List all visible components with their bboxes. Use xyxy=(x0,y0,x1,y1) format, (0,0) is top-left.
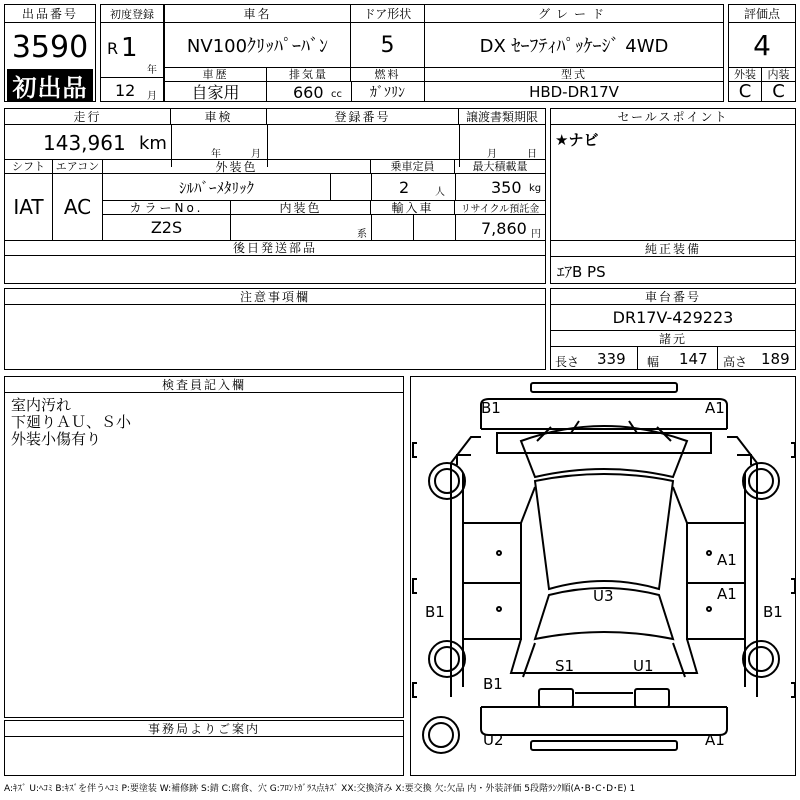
exterior-color-label: 外装色 xyxy=(103,159,371,174)
transfer-month-unit: 月 xyxy=(487,149,497,160)
lot-number-box xyxy=(4,4,96,102)
era: R xyxy=(107,39,119,58)
mileage: 143,961 xyxy=(43,131,126,155)
registration-year: 1 xyxy=(121,33,138,63)
damage-mark-front-left: B1 xyxy=(481,399,501,417)
first-listing-badge: 初出品 xyxy=(7,69,93,101)
exterior-label: 外装 xyxy=(729,67,762,82)
caution-label: 注意事項欄 xyxy=(5,289,545,305)
sales-point-box xyxy=(550,108,796,242)
damage-mark-right-door-1: A1 xyxy=(717,551,737,569)
chassis-number-label: 車台番号 xyxy=(551,289,795,305)
import-label: 輸入車 xyxy=(371,200,455,215)
max-load: 350 xyxy=(491,178,522,197)
capacity: 2 xyxy=(399,178,410,197)
max-load-label: 最大積載量 xyxy=(455,159,545,174)
interior-label: 内装 xyxy=(762,67,795,82)
chassis-box xyxy=(550,288,796,370)
sales-point: ★ナビ xyxy=(555,131,599,149)
transfer-deadline-label: 譲渡書類期限 xyxy=(459,109,545,125)
door-type-label: ドア形状 xyxy=(351,5,425,23)
office-label: 事務局よりご案内 xyxy=(5,721,403,737)
score-label: 評価点 xyxy=(729,5,795,23)
lot-number: 3590 xyxy=(11,29,89,65)
month-unit: 月 xyxy=(147,91,157,102)
specs-label: 諸元 xyxy=(551,331,795,347)
interior-grade: C xyxy=(772,81,785,102)
car-outline xyxy=(411,377,796,776)
registration-month: 12 xyxy=(115,81,136,100)
recycle-fee: 7,860 xyxy=(481,219,527,238)
max-load-unit: kg xyxy=(529,183,542,194)
color-number: Z2S xyxy=(103,215,231,240)
first-registration-label: 初度登録 xyxy=(101,5,163,23)
damage-mark-rear-right: U1 xyxy=(633,657,654,675)
year-unit: 年 xyxy=(147,65,157,76)
registration-number-label: 登録番号 xyxy=(267,109,459,125)
score: 4 xyxy=(753,28,771,62)
registration-box xyxy=(100,4,164,102)
displacement-label: 排気量 xyxy=(267,67,351,82)
aircon-label: エアコン xyxy=(53,159,103,174)
displacement-unit: cc xyxy=(331,89,342,100)
exterior-grade: C xyxy=(729,82,762,101)
damage-mark-rear-quarter: B1 xyxy=(483,675,503,693)
recycle-unit: 円 xyxy=(531,229,541,240)
inspection-year-unit: 年 xyxy=(211,149,221,160)
exterior-color: ｼﾙﾊﾞｰﾒﾀﾘｯｸ xyxy=(103,174,331,200)
aircon: AC xyxy=(53,174,103,240)
fuel: ｶﾞｿﾘﾝ xyxy=(351,82,425,101)
vehicle-info-box xyxy=(164,4,724,102)
history: 自家用 xyxy=(165,82,267,101)
inspector-box xyxy=(4,376,404,718)
sales-point-label: セールスポイント xyxy=(551,109,795,125)
door-count: 5 xyxy=(351,23,425,67)
grade: DX ｾｰﾌﾃｨﾊﾟｯｹｰｼﾞ 4WD xyxy=(479,36,669,57)
equipment-box xyxy=(550,240,796,284)
mileage-label: 走行 xyxy=(5,109,171,125)
height-label: 高さ xyxy=(723,355,748,369)
damage-mark-right-door-2: A1 xyxy=(717,585,737,603)
equipment-label: 純正装備 xyxy=(551,241,795,257)
model: HBD-DR17V xyxy=(529,82,619,101)
inspector-note-3: 外装小傷有り xyxy=(11,430,102,448)
transfer-day-unit: 日 xyxy=(527,149,537,160)
interior-color-unit: 系 xyxy=(357,229,367,240)
damage-mark-rear-bumper-left: U2 xyxy=(483,731,504,749)
chassis-number: DR17V-429223 xyxy=(551,305,795,331)
recycle-label: リサイクル預託金 xyxy=(455,200,545,215)
damage-mark-rear-left: S1 xyxy=(555,657,575,675)
color-number-label: カラーNo. xyxy=(103,200,231,215)
capacity-label: 乗車定員 xyxy=(371,159,455,174)
score-box xyxy=(728,4,796,102)
width: 147 xyxy=(679,350,708,368)
damage-mark-rear-bumper-right: A1 xyxy=(705,731,725,749)
inspection-label: 車検 xyxy=(171,109,267,125)
shift: IAT xyxy=(5,174,53,240)
model-label: 型式 xyxy=(425,67,723,82)
mileage-unit: km xyxy=(139,133,167,154)
inspector-note-2: 下廻りＡＵ、Ｓ小 xyxy=(11,413,132,431)
length-label: 長さ xyxy=(555,355,580,369)
office-box xyxy=(4,720,404,776)
equipment: ｴｱB PS xyxy=(557,263,606,281)
details-box xyxy=(4,108,546,284)
damage-mark-roof: U3 xyxy=(593,587,614,605)
inspector-note-1: 室内汚れ xyxy=(11,396,72,414)
width-label: 幅 xyxy=(647,355,660,369)
history-label: 車歴 xyxy=(165,67,267,82)
height: 189 xyxy=(761,350,790,368)
lot-number-label: 出品番号 xyxy=(5,5,95,23)
inspection-month-unit: 月 xyxy=(251,149,261,160)
damage-mark-right-side: B1 xyxy=(763,603,783,621)
caution-box xyxy=(4,288,546,370)
damage-mark-front-right: A1 xyxy=(705,399,725,417)
displacement: 660 xyxy=(293,83,324,102)
vehicle-diagram xyxy=(410,376,796,776)
fuel-label: 燃料 xyxy=(351,67,425,82)
interior-color-label: 内装色 xyxy=(231,200,371,215)
later-parts-label: 後日発送部品 xyxy=(5,240,545,256)
legend: A:ｷｽﾞ U:ﾍｺﾐ B:ｷｽﾞを伴うﾍｺﾐ P:要塗装 W:補修跡 S:錆 C:腐食、穴 G:ﾌﾛﾝﾄｶﾞﾗｽ点ｷｽﾞ XX:交換済み X:要交換 欠:欠品 内・外装評価 5段階ﾗﾝｸ順(A･B･C･D･E) 1 xyxy=(4,784,636,794)
car-name-label: 車名 xyxy=(165,5,351,23)
damage-mark-left-side: B1 xyxy=(425,603,445,621)
capacity-unit: 人 xyxy=(435,187,445,198)
grade-label: グレード xyxy=(425,5,723,23)
shift-label: シフト xyxy=(5,159,53,174)
length: 339 xyxy=(597,350,626,368)
car-name: NV100ｸﾘｯﾊﾟｰﾊﾞﾝ xyxy=(165,23,351,67)
inspector-label: 検査員記入欄 xyxy=(5,377,403,393)
